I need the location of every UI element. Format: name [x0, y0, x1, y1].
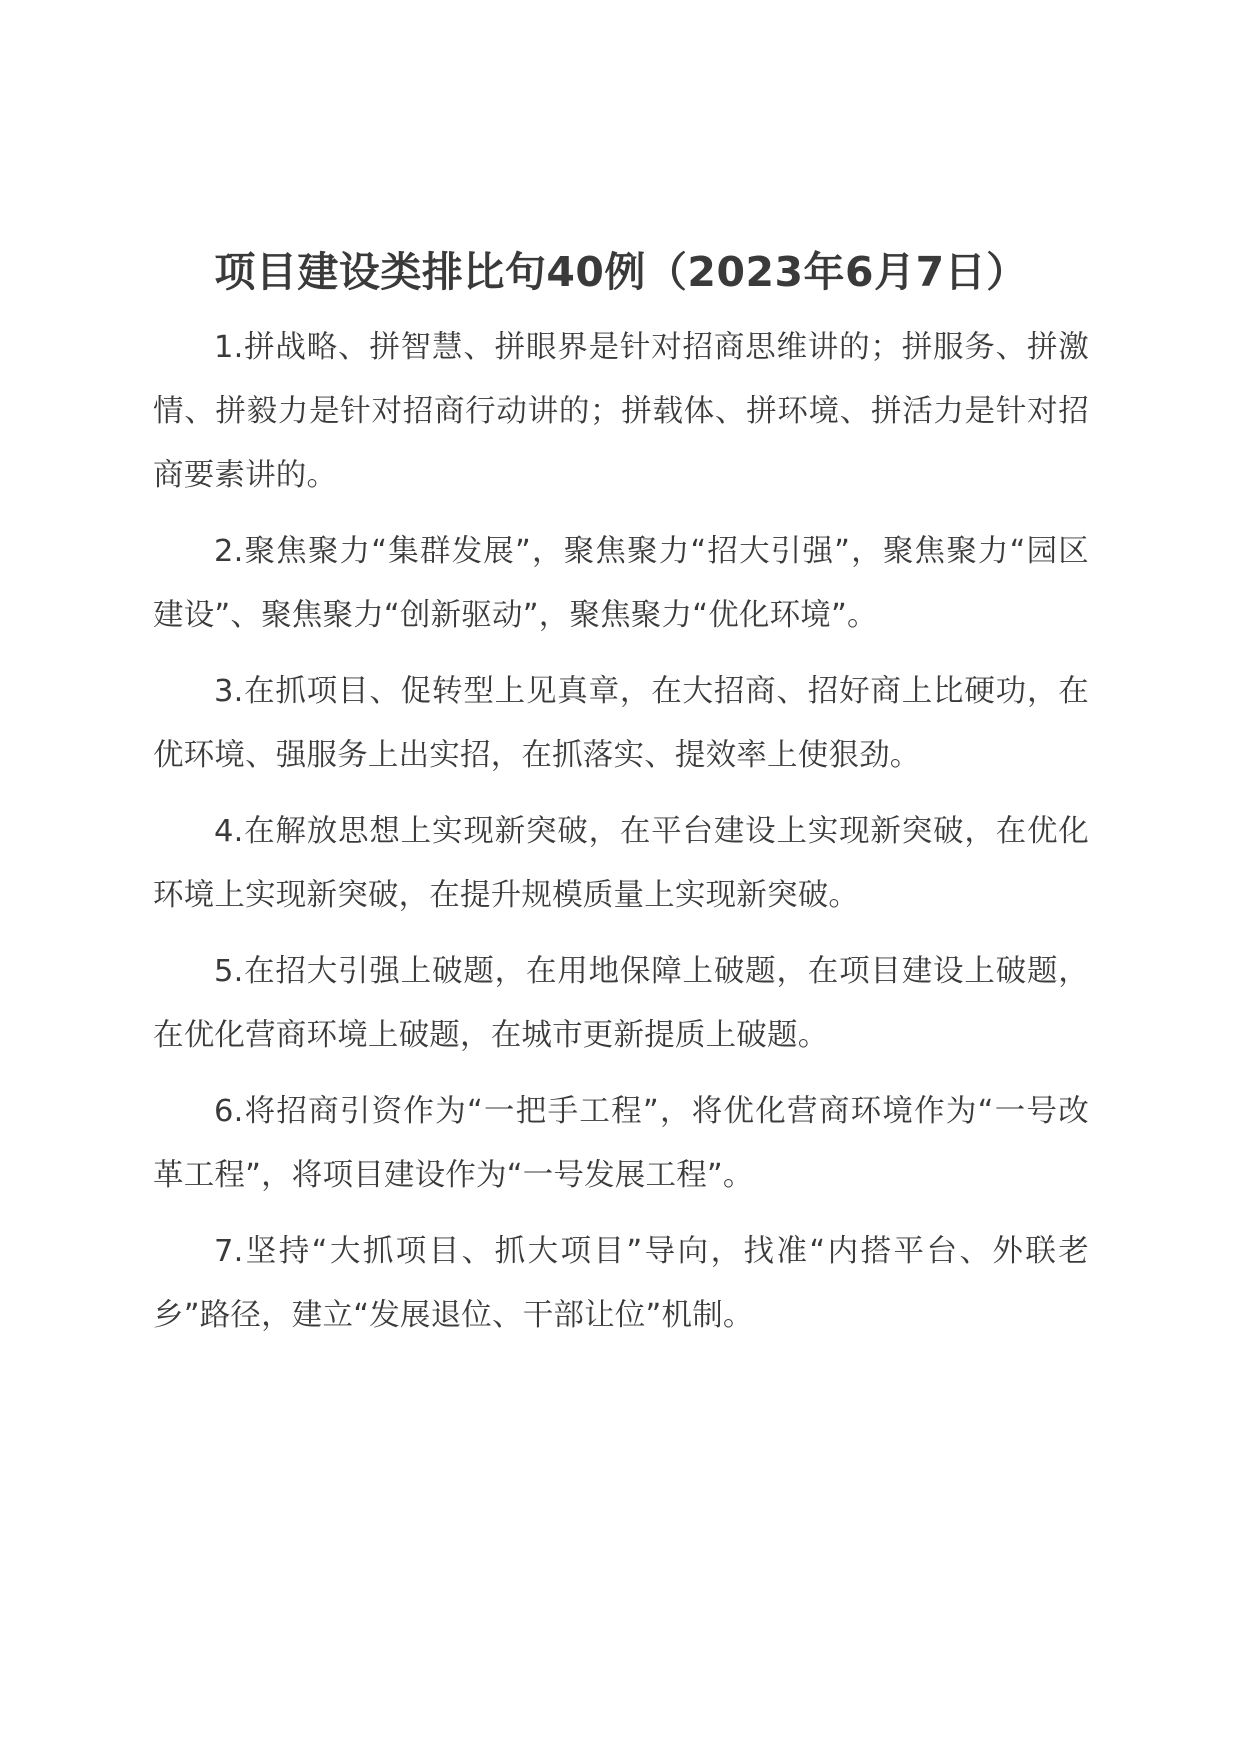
- paragraph-2: 2.聚焦聚力“集群发展”，聚焦聚力“招大引强”，聚焦聚力“园区建设”、聚焦聚力“创新驱动”，聚焦聚力“优化环境”。: [153, 534, 1089, 633]
- paragraph-7: 7.坚持“大抓项目、抓大项目”导向，找准“内搭平台、外联老乡”路径，建立“发展退位、干部让位”机制。: [153, 1234, 1089, 1333]
- paragraph-6: 6.将招商引资作为“一把手工程”，将优化营商环境作为“一号改革工程”，将项目建设作为“一号发展工程”。: [153, 1094, 1089, 1193]
- paragraph-4: 4.在解放思想上实现新突破，在平台建设上实现新突破，在优化环境上实现新突破，在提升规模质量上实现新突破。: [153, 814, 1089, 913]
- paragraph-5: 5.在招大引强上破题，在用地保障上破题，在项目建设上破题，在优化营商环境上破题，在城市更新提质上破题。: [153, 954, 1089, 1053]
- paragraph-1: 1.拼战略、拼智慧、拼眼界是针对招商思维讲的；拼服务、拼激情、拼毅力是针对招商行动讲的；拼载体、拼环境、拼活力是针对招商要素讲的。: [153, 330, 1089, 493]
- document-page: [153, 240, 1089, 1360]
- paragraph-3: 3.在抓项目、促转型上见真章，在大招商、招好商上比硬功，在优环境、强服务上出实招，在抓落实、提效率上使狠劲。: [153, 674, 1089, 773]
- document-title: 项目建设类排比句40例（2023年6月7日）: [214, 248, 1028, 296]
